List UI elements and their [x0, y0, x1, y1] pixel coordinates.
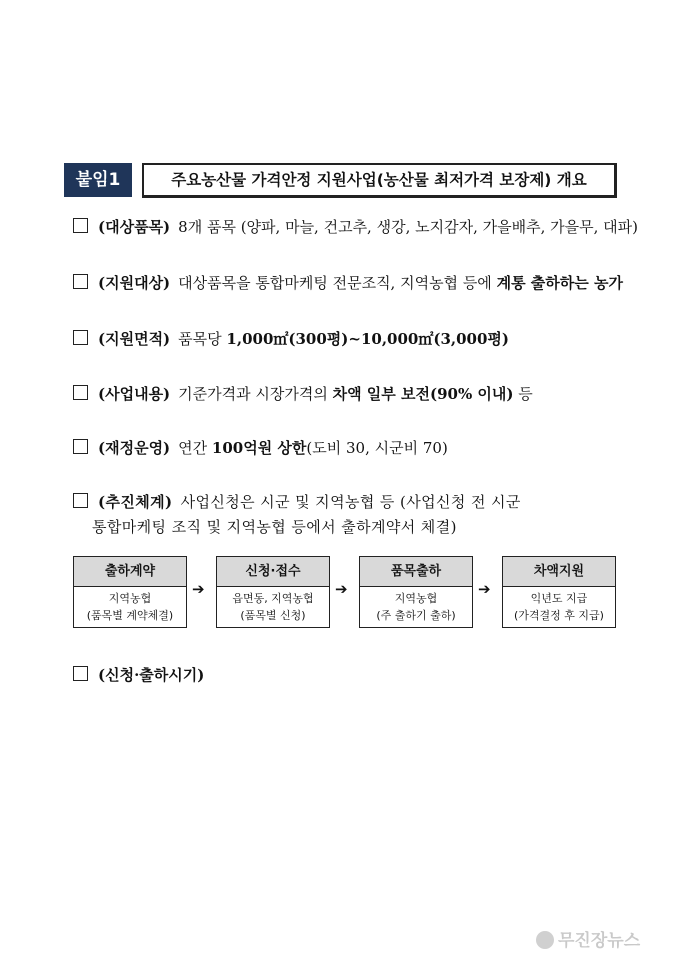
item-support-target: [73, 272, 623, 293]
arrow-right-icon: ➔: [192, 580, 205, 598]
flow-step-line: (품목별 신청): [240, 609, 306, 622]
arrow-right-icon: ➔: [478, 580, 491, 598]
flow-step-title: 신청·접수: [217, 557, 329, 587]
item-text: 8개 품목 (양파, 마늘, 건고추, 생강, 노지감자, 가을배추, 가을무, 대파): [178, 218, 638, 236]
checkbox-icon: [73, 439, 88, 454]
flow-step-line: (가격결정 후 지급): [514, 609, 604, 622]
flow-step-line: 지역농협: [108, 592, 152, 605]
item-label: (사업내용): [98, 385, 171, 403]
item-application-period: [73, 664, 212, 685]
item-text: (도비 30, 시군비 70): [306, 439, 448, 457]
item-label: (지원대상): [98, 274, 171, 292]
attachment-title-row: [64, 163, 616, 197]
item-text-emphasis: 계통 출하하는 농가: [496, 274, 623, 292]
flow-step-contract: [73, 556, 187, 628]
arrow-right-icon: ➔: [335, 580, 348, 598]
flow-step-line: (주 출하기 출하): [376, 609, 456, 622]
flow-step-title: 출하계약: [74, 557, 186, 587]
item-support-area: [73, 328, 509, 349]
item-text: 연간: [178, 439, 212, 457]
flow-step-application: [216, 556, 330, 628]
flow-step-title: 차액지원: [503, 557, 615, 587]
checkbox-icon: [73, 274, 88, 289]
item-label: (신청·출하시기): [98, 666, 205, 684]
watermark-text: 무진장뉴스: [558, 931, 641, 951]
flow-step-payment: [502, 556, 616, 628]
flow-step-line: 지역농협: [394, 592, 438, 605]
item-text: 사업신청은 시군 및 지역농협 등 (사업신청 전 시군: [180, 493, 521, 511]
item-label: (대상품목): [98, 218, 171, 236]
flow-step-shipment: [359, 556, 473, 628]
item-system: [73, 491, 521, 512]
checkbox-icon: [73, 330, 88, 345]
watermark-logo-icon: [536, 931, 554, 949]
item-text: 기준가격과 시장가격의: [178, 385, 333, 403]
item-target-products: [73, 216, 638, 237]
item-label: (재정운영): [98, 439, 171, 457]
page-title: 주요농산물 가격안정 지원사업(농산물 최저가격 보장제) 개요: [142, 163, 617, 198]
item-project-content: [73, 383, 533, 404]
item-text-emphasis: 100억원 상한: [211, 439, 307, 457]
item-finance: [73, 437, 448, 458]
checkbox-icon: [73, 666, 88, 681]
flow-step-line: (품목별 계약체결): [86, 609, 174, 622]
item-text-emphasis: 차액 일부 보전(90% 이내): [332, 385, 514, 403]
flow-step-line: 익년도 지급: [530, 592, 588, 605]
item-text: 등: [513, 385, 533, 403]
checkbox-icon: [73, 218, 88, 233]
checkbox-icon: [73, 385, 88, 400]
item-label: (지원면적): [98, 330, 171, 348]
watermark: [536, 926, 640, 951]
item-text-emphasis: 1,000㎡(300평)~10,000㎡(3,000평): [226, 330, 510, 348]
item-label: (추진체계): [98, 493, 173, 511]
item-system-continuation: 통합마케팅 조직 및 지역농협 등에서 출하계약서 체결): [92, 518, 457, 536]
item-text: 품목당: [178, 330, 227, 348]
attachment-badge: 붙임1: [64, 163, 132, 197]
flow-step-line: 읍면동, 지역농협: [232, 592, 314, 605]
item-text: 대상품목을 통합마케팅 전문조직, 지역농협 등에: [178, 274, 497, 292]
flow-step-title: 품목출하: [360, 557, 472, 587]
checkbox-icon: [73, 493, 88, 508]
